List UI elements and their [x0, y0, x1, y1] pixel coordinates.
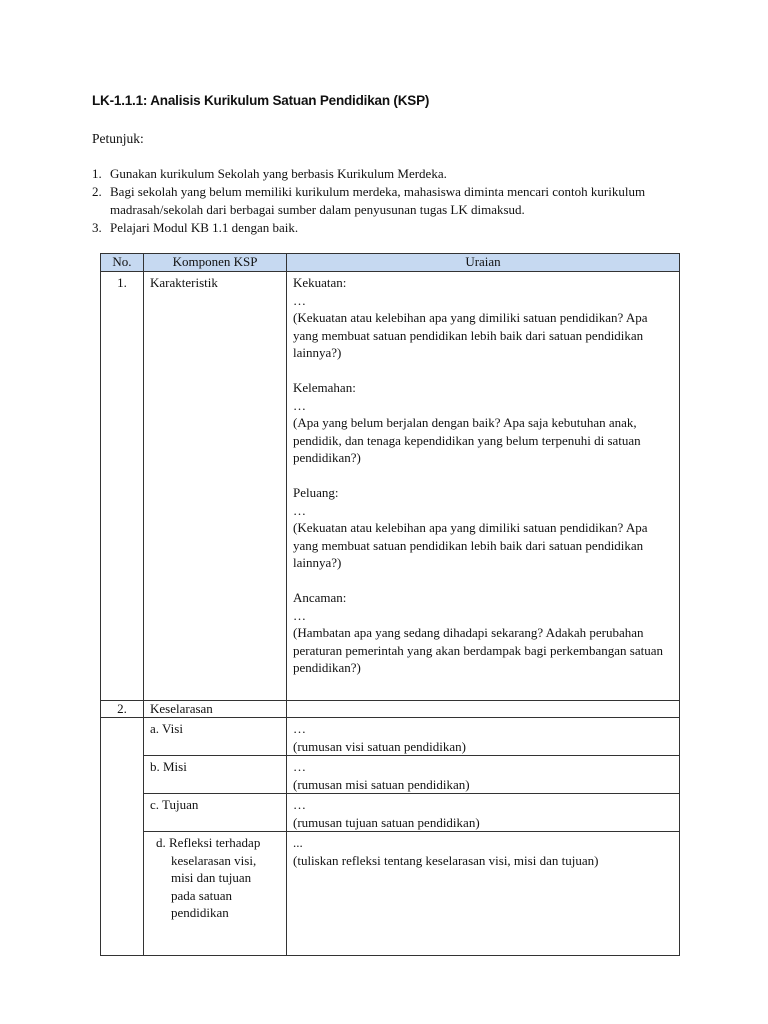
ksp-table	[100, 253, 680, 956]
instruction-number: 2.	[92, 184, 102, 199]
subitem-uraian	[287, 756, 680, 794]
subitem-ellipsis: …	[293, 759, 306, 774]
table-row	[101, 794, 680, 832]
subitem-label	[144, 832, 287, 956]
subitem-text: (tuliskan refleksi tentang keselarasan visi, misi dan tujuan)	[293, 852, 599, 868]
table-row	[101, 832, 680, 956]
block-ellipsis: …	[293, 502, 306, 518]
subitem-uraian	[287, 832, 680, 956]
header-no: No.	[101, 254, 144, 272]
subitem-uraian	[287, 794, 680, 832]
uraian-block	[293, 589, 673, 677]
table-row	[101, 272, 680, 701]
table-row	[101, 756, 680, 794]
block-ellipsis: …	[293, 397, 306, 413]
block-text: (Kekuatan atau kelebihan apa yang dimiliki satuan pendidikan? Apa yang membuat satuan pendidikan lebih baik dari satuan pendidikan lainnya?)	[293, 520, 648, 570]
petunjuk-label: Petunjuk:	[92, 131, 144, 146]
uraian-block	[293, 274, 673, 362]
instruction-text: Gunakan kurikulum Sekolah yang berbasis Kurikulum Merdeka.	[110, 166, 447, 181]
instruction-list	[92, 165, 652, 237]
row-komponen: Karakteristik	[144, 272, 287, 701]
row-number-empty	[101, 718, 144, 956]
subitem-ellipsis: ...	[293, 835, 303, 850]
subitem-text: (rumusan visi satuan pendidikan)	[293, 738, 466, 754]
subitem-ellipsis: …	[293, 797, 306, 812]
table-row	[101, 718, 680, 756]
instruction-number: 3.	[92, 220, 102, 235]
row-number: 2.	[101, 701, 144, 718]
row-number: 1.	[101, 272, 144, 701]
block-label: Kekuatan:	[293, 275, 347, 290]
page-title: LK-1.1.1: Analisis Kurikulum Satuan Pendidikan (KSP)	[92, 93, 430, 108]
block-label: Ancaman:	[293, 590, 347, 605]
subitem-label: c. Tujuan	[144, 794, 287, 832]
instruction-text: Pelajari Modul KB 1.1 dengan baik.	[110, 220, 299, 235]
uraian-block	[293, 379, 673, 467]
block-text: (Apa yang belum berjalan dengan baik? Apa saja kebutuhan anak, pendidik, dan tenaga kependidikan yang belum terpenuhi di satuan pendidikan?)	[293, 415, 641, 465]
subitem-uraian	[287, 718, 680, 756]
instruction-item	[92, 165, 652, 183]
block-text: (Kekuatan atau kelebihan apa yang dimiliki satuan pendidikan? Apa yang membuat satuan pendidikan lebih baik dari satuan pendidikan lainnya?)	[293, 310, 648, 360]
subitem-text: (rumusan tujuan satuan pendidikan)	[293, 814, 480, 830]
row-uraian-empty	[287, 701, 680, 718]
block-text: (Hambatan apa yang sedang dihadapi sekarang? Adakah perubahan peraturan pemerintah yang akan berdampak bagi perkembangan satuan pendidikan?)	[293, 625, 663, 675]
header-komponen: Komponen KSP	[144, 254, 287, 272]
subitem-label: b. Misi	[144, 756, 287, 794]
header-uraian: Uraian	[287, 254, 680, 272]
subitem-ellipsis: …	[293, 721, 306, 736]
instruction-text: Bagi sekolah yang belum memiliki kurikulum merdeka, mahasiswa diminta mencari contoh kurikulum madrasah/sekolah dari berbagai sumber dalam penyusunan tugas LK dimaksud.	[110, 184, 646, 217]
block-ellipsis: …	[293, 292, 306, 308]
block-label: Kelemahan:	[293, 380, 356, 395]
instruction-item	[92, 183, 652, 219]
subitem-label: a. Visi	[144, 718, 287, 756]
subitem-label-text: d. Refleksi terhadap keselarasan visi, misi dan tujuan pada satuan pendidikan	[156, 835, 261, 920]
instruction-item	[92, 219, 652, 237]
instruction-number: 1.	[92, 166, 102, 181]
block-label: Peluang:	[293, 485, 339, 500]
subitem-text: (rumusan misi satuan pendidikan)	[293, 776, 470, 792]
uraian-block	[293, 484, 673, 572]
row-uraian	[287, 272, 680, 701]
row-komponen: Keselarasan	[144, 701, 287, 718]
block-ellipsis: …	[293, 607, 306, 623]
table-row	[101, 701, 680, 718]
table-header-row	[101, 254, 680, 272]
